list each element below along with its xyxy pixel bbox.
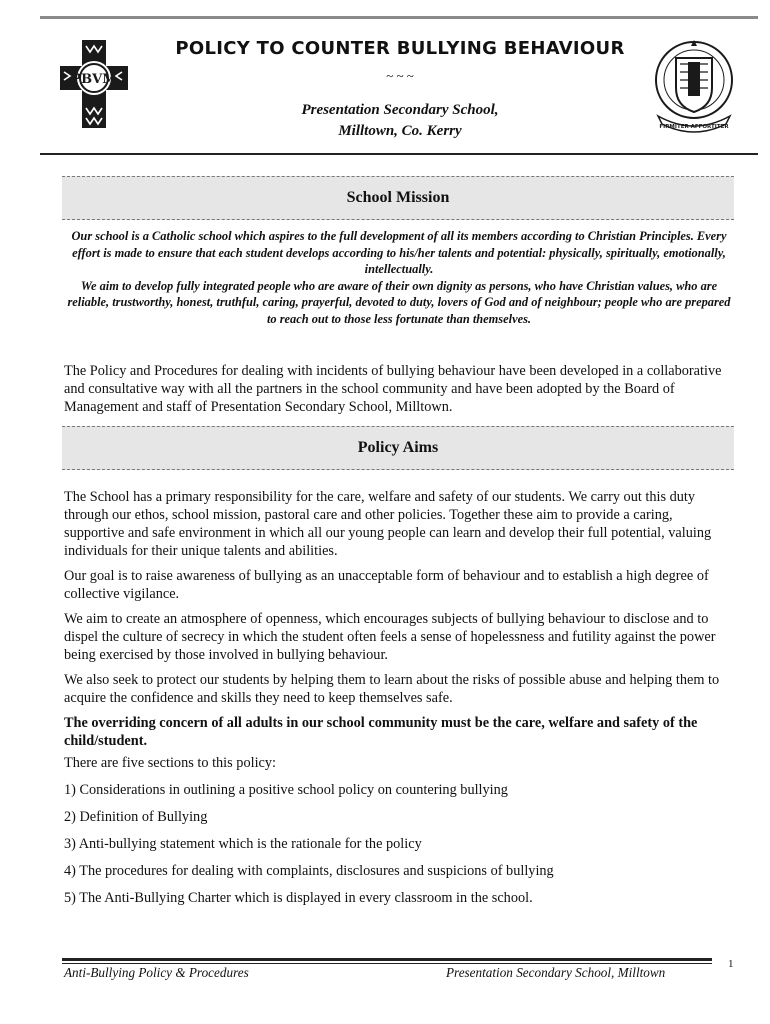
title-separator: ~ ~ ~ <box>386 68 414 83</box>
top-rule <box>40 16 758 19</box>
crest-motto: FIRMITER AFFORTITER <box>659 124 729 130</box>
list-item: 2) Definition of Bullying <box>64 809 208 825</box>
footer-left-text: Anti-Bullying Policy & Procedures <box>64 965 249 980</box>
section-heading-mission: School Mission <box>62 176 734 220</box>
logo-left-letters: PBVM <box>71 72 117 87</box>
footer-rule-thin <box>62 963 712 964</box>
school-name <box>140 100 660 142</box>
list-item: 3) Anti-bullying statement which is the rationale for the policy <box>64 836 422 852</box>
intro-paragraph <box>64 362 734 416</box>
aims-content <box>64 488 734 916</box>
header-rule <box>40 153 758 155</box>
list-item: 5) The Anti-Bullying Charter which is displayed in every classroom in the school. <box>64 890 533 906</box>
list-item: 1) Considerations in outlining a positive school policy on countering bullying <box>64 782 508 798</box>
mission-paragraph-2: We aim to develop fully integrated people who are aware of their own dignity as persons, who have Christian values, who are reliable, trustworthy, honest, truthful, caring, prayerful, devoted to duty, lovers of God and of neighbour; people who are prepared to reach out to those less fortunate than themselves. <box>67 278 731 326</box>
aims-paragraph-2: Our goal is to raise awareness of bullying as an unacceptable form of behaviour and to establish a high degree of collective vigilance. <box>64 568 709 602</box>
list-item: 4) The procedures for dealing with complaints, disclosures and suspicions of bullying <box>64 863 554 879</box>
school-name-line-2: Milltown, Co. Kerry <box>338 123 462 139</box>
mission-statement <box>64 228 734 328</box>
page-title: POLICY TO COUNTER BULLYING BEHAVIOUR <box>175 38 625 59</box>
sections-intro: There are five sections to this policy: <box>64 755 277 771</box>
aims-paragraph-1: The School has a primary responsibility for the care, welfare and safety of our students. We carry out this duty through our ethos, school mission, pastoral care and other policies. Together these aim to provide a caring, supportive and safe environment in which all our young people can learn and develop their full potential, valuing individuals for their unique talents and abilities. <box>64 489 712 559</box>
footer-right-text: Presentation Secondary School, Milltown <box>446 965 666 980</box>
school-name-line-1: Presentation Secondary School, <box>301 102 499 118</box>
aims-paragraph-3: We aim to create an atmosphere of openness, which encourages subjects of bullying behaviour to disclose and to dispel the culture of secrecy in which the student often feels a sense of hopelessness and futility against the power being exercised by those involved in bullying behaviour. <box>64 611 716 663</box>
cross-logo-icon <box>58 38 130 130</box>
footer-rule <box>62 958 712 961</box>
aims-paragraph-5-bold: The overriding concern of all adults in our school community must be the care, welfare and safety of the child/student. <box>64 715 698 749</box>
school-crest-icon <box>652 36 736 134</box>
page-number: 1 <box>728 958 734 970</box>
intro-text: The Policy and Procedures for dealing with incidents of bullying behaviour have been developed in a collaborative and consultative way with all the partners in the school community and have been adopted by the Board of Management and staff of Presentation Secondary School, Milltown. <box>64 363 722 415</box>
aims-paragraph-4: We also seek to protect our students by helping them to learn about the risks of possible abuse and helping them to acquire the confidence and skills they need to keep themselves safe. <box>64 672 720 706</box>
mission-paragraph-1: Our school is a Catholic school which aspires to the full development of all its members according to Christian Principles. Every effort is made to ensure that each student develops according to his/her talents and potential: physically, spiritually, emotionally, intellectually. <box>71 229 727 277</box>
section-heading-aims: Policy Aims <box>62 426 734 470</box>
